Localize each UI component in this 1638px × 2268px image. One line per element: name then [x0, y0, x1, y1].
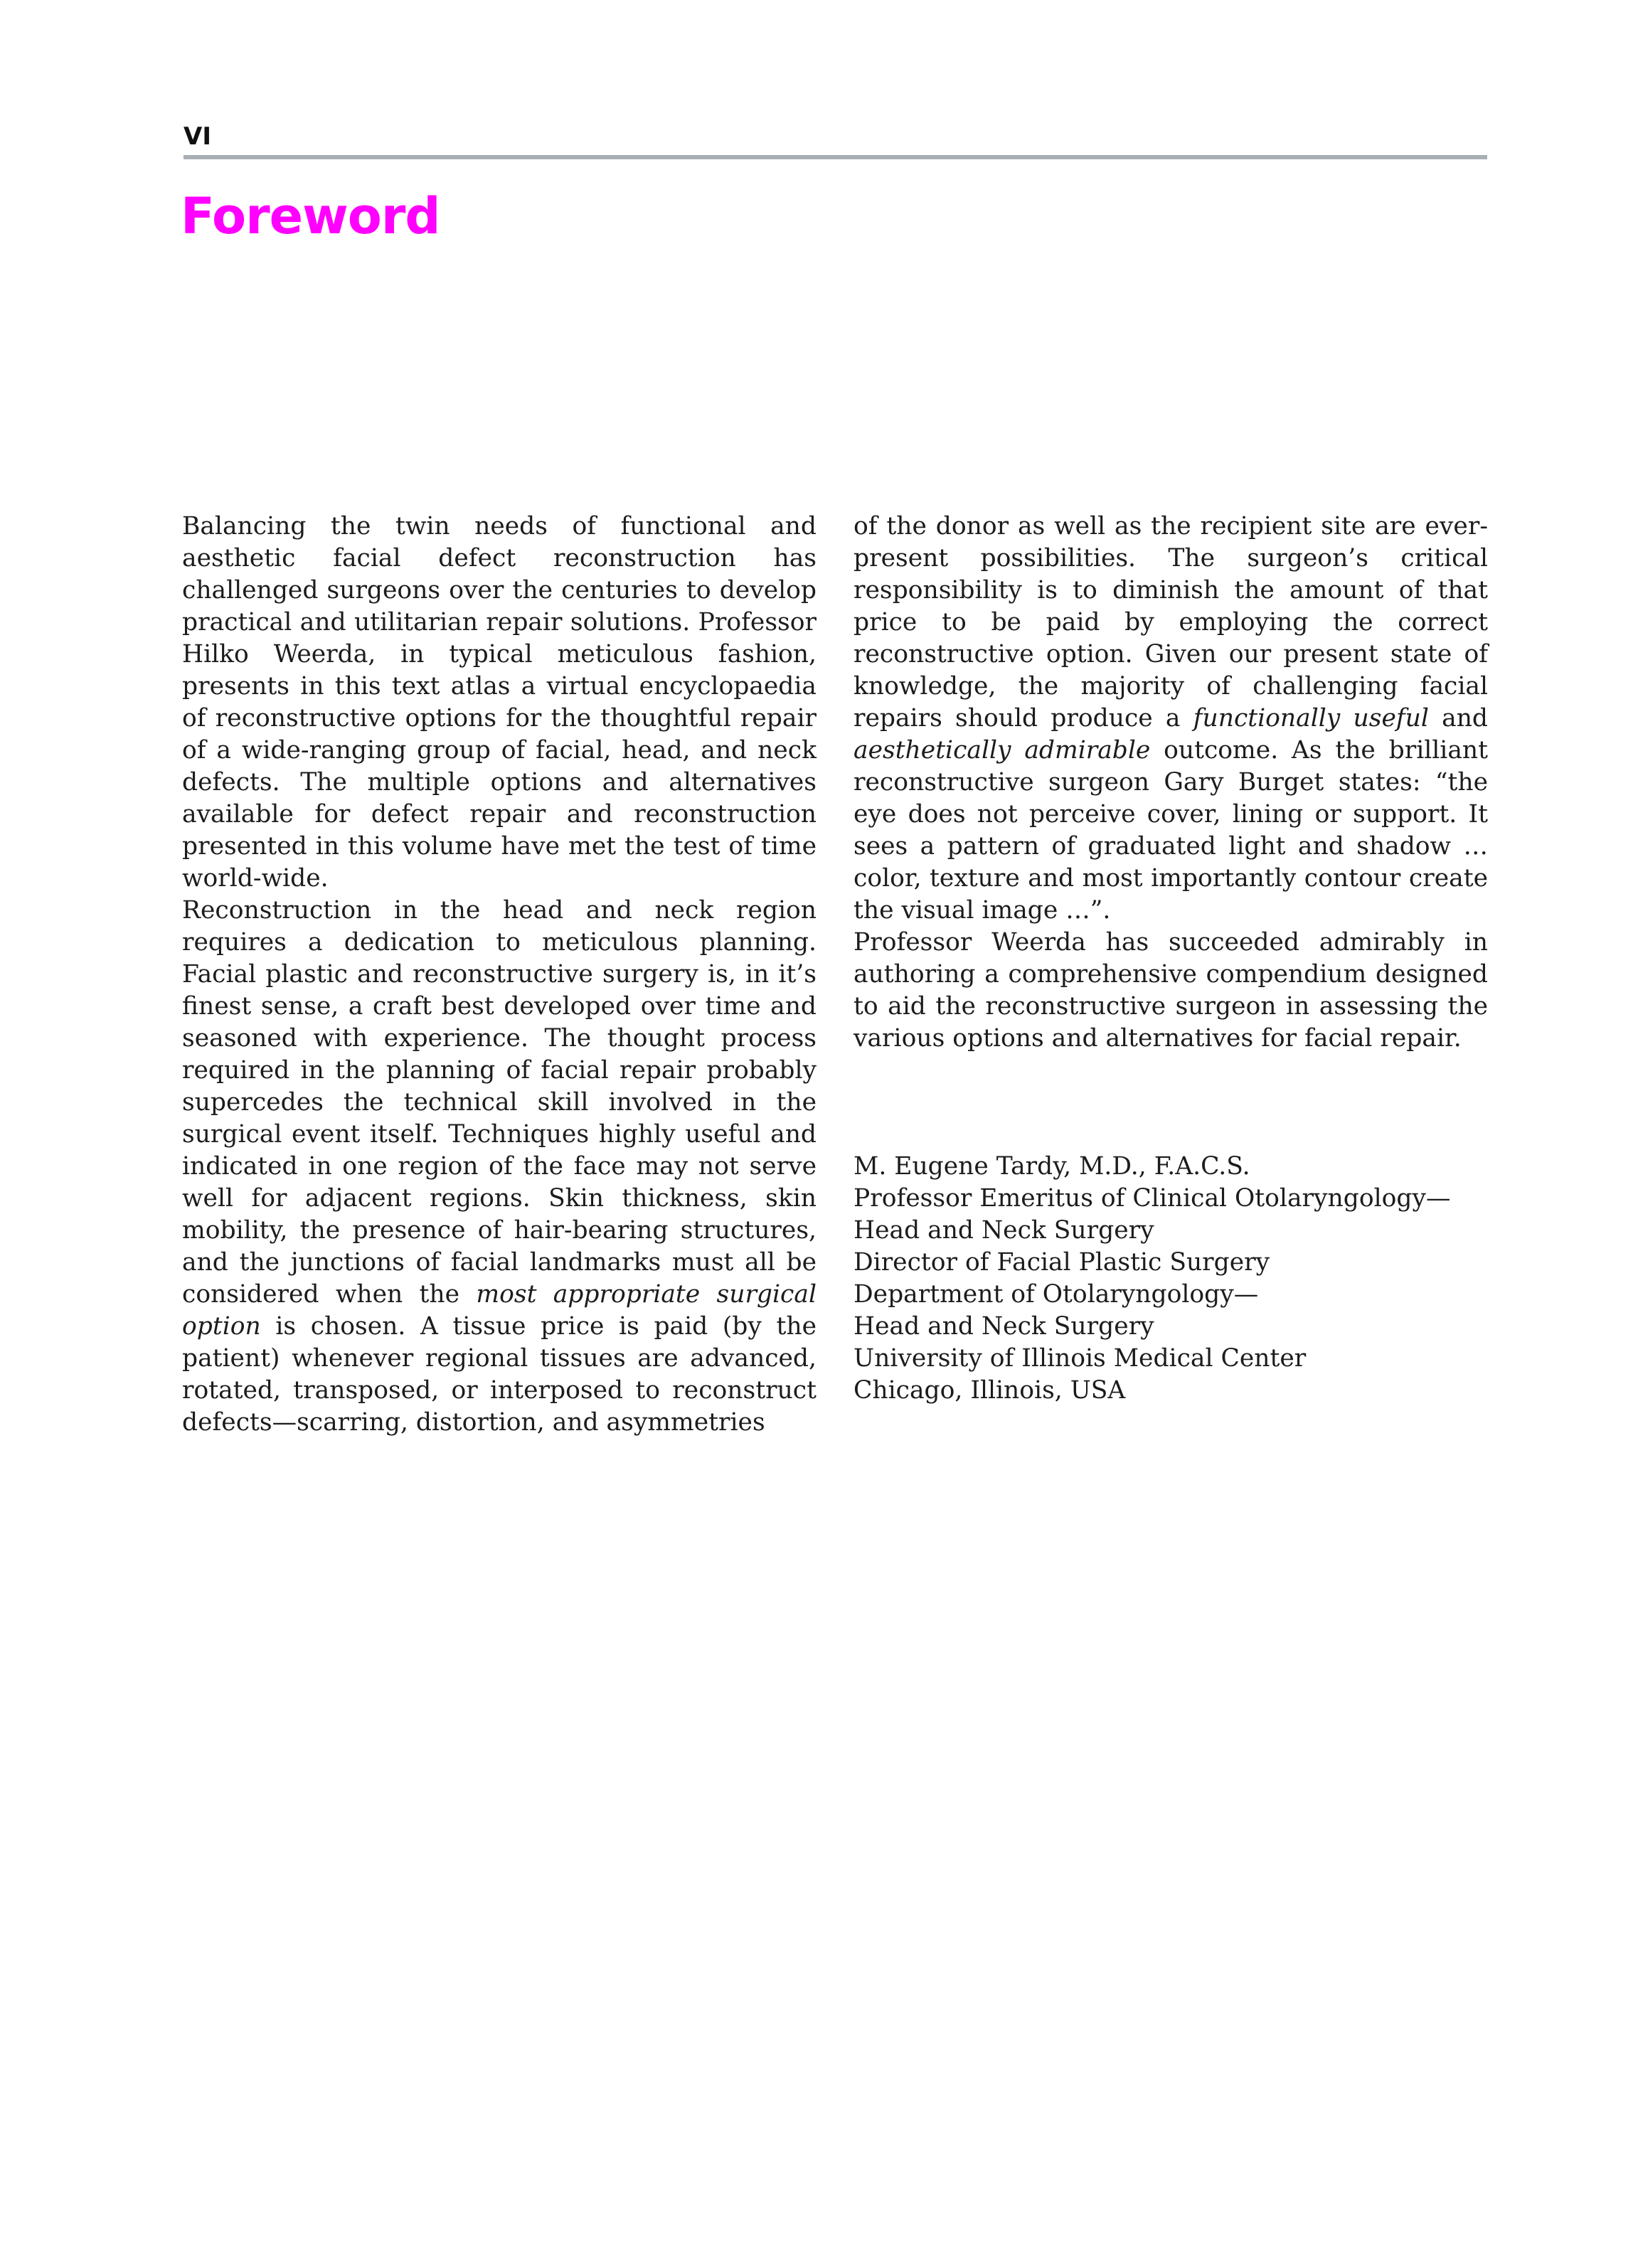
signature-line: Director of Facial Plastic Surgery [853, 1248, 1270, 1277]
signature-line: Department of Otolaryngology— [853, 1280, 1259, 1309]
page-number: VI [184, 122, 211, 151]
body-column-left [182, 511, 817, 1439]
paragraph-2-emphasis: most appropriate surgical option [182, 1280, 817, 1341]
signature-block [853, 1151, 1488, 1407]
paragraph-2 [182, 895, 817, 1439]
paragraph-2-text-d: outcome. As the brilliant reconstructive surgeon Gary Burget states: “the eye does not perceive cover, lining or support. It sees a pattern of graduated light and shadow … color, texture and most importantly contour create the visual image …”. [853, 736, 1488, 925]
paragraph-2-emphasis-2: functionally useful [1193, 704, 1429, 733]
paragraph-3: Professor Weerda has succeeded admirably in authoring a comprehensive compendium designed to aid the reconstructive surgeon in assessing the various options and alternatives for facial repair. [853, 928, 1488, 1053]
signature-line: Chicago, Illinois, USA [853, 1376, 1126, 1405]
paragraph-2-text-c: and [1428, 704, 1488, 733]
paragraph-2-text-a: Reconstruction in the head and neck region requires a dedication to meticulous planning. Facial plastic and reconstructive surgery is, in it’s finest sense, a craft best developed over time and seasoned with experience. The thought process required in the planning of facial repair probably supercedes the technical skill involved in the surgical event itself. Techniques highly useful and indicated in one region of the face may not serve well for adjacent regions. Skin thickness, skin mobility, the presence of hair-bearing structures, and the junctions of facial landmarks must all be considered when the [182, 896, 817, 1309]
paragraph-2-text-b-left: is chosen. A tissue price is paid (by the patient) whenever regional tissues are advanced, rotated, transposed, or interposed to reconstruct defects—scarring, distortion, and asymmetries [182, 1312, 817, 1437]
paragraph-1: Balancing the twin needs of functional and aesthetic facial defect reconstruction has challenged surgeons over the centuries to develop practical and utilitarian repair solutions. Professor Hilko Weerda, in typical meticulous fashion, presents in this text atlas a virtual encyclopaedia of reconstructive options for the thoughtful repair of a wide-ranging group of facial, head, and neck defects. The multiple options and alternatives available for defect repair and reconstruction presented in this volume have met the test of time world-wide. [182, 512, 817, 893]
signature-line: Head and Neck Surgery [853, 1216, 1154, 1245]
header-rule [184, 155, 1487, 159]
signature-line: University of Illinois Medical Center [853, 1344, 1307, 1373]
page-title: Foreword [181, 187, 440, 245]
paragraph-2-continued [853, 511, 1488, 927]
signature-line: Professor Emeritus of Clinical Otolaryngology— [853, 1184, 1451, 1213]
signature-line: Head and Neck Surgery [853, 1312, 1154, 1341]
signature-name: M. Eugene Tardy, M.D., F.A.C.S. [853, 1152, 1250, 1181]
body-column-right [853, 511, 1488, 1407]
paragraph-2-emphasis-3: aesthetically admirable [853, 736, 1151, 765]
paragraph-2-text-b-right: of the donor as well as the recipient site are ever-present possibilities. The surgeon’s critical responsibility is to diminish the amount of that price to be paid by employing the correct reconstructive option. Given our present state of knowledge, the majority of challenging facial repairs should produce a [853, 512, 1488, 733]
